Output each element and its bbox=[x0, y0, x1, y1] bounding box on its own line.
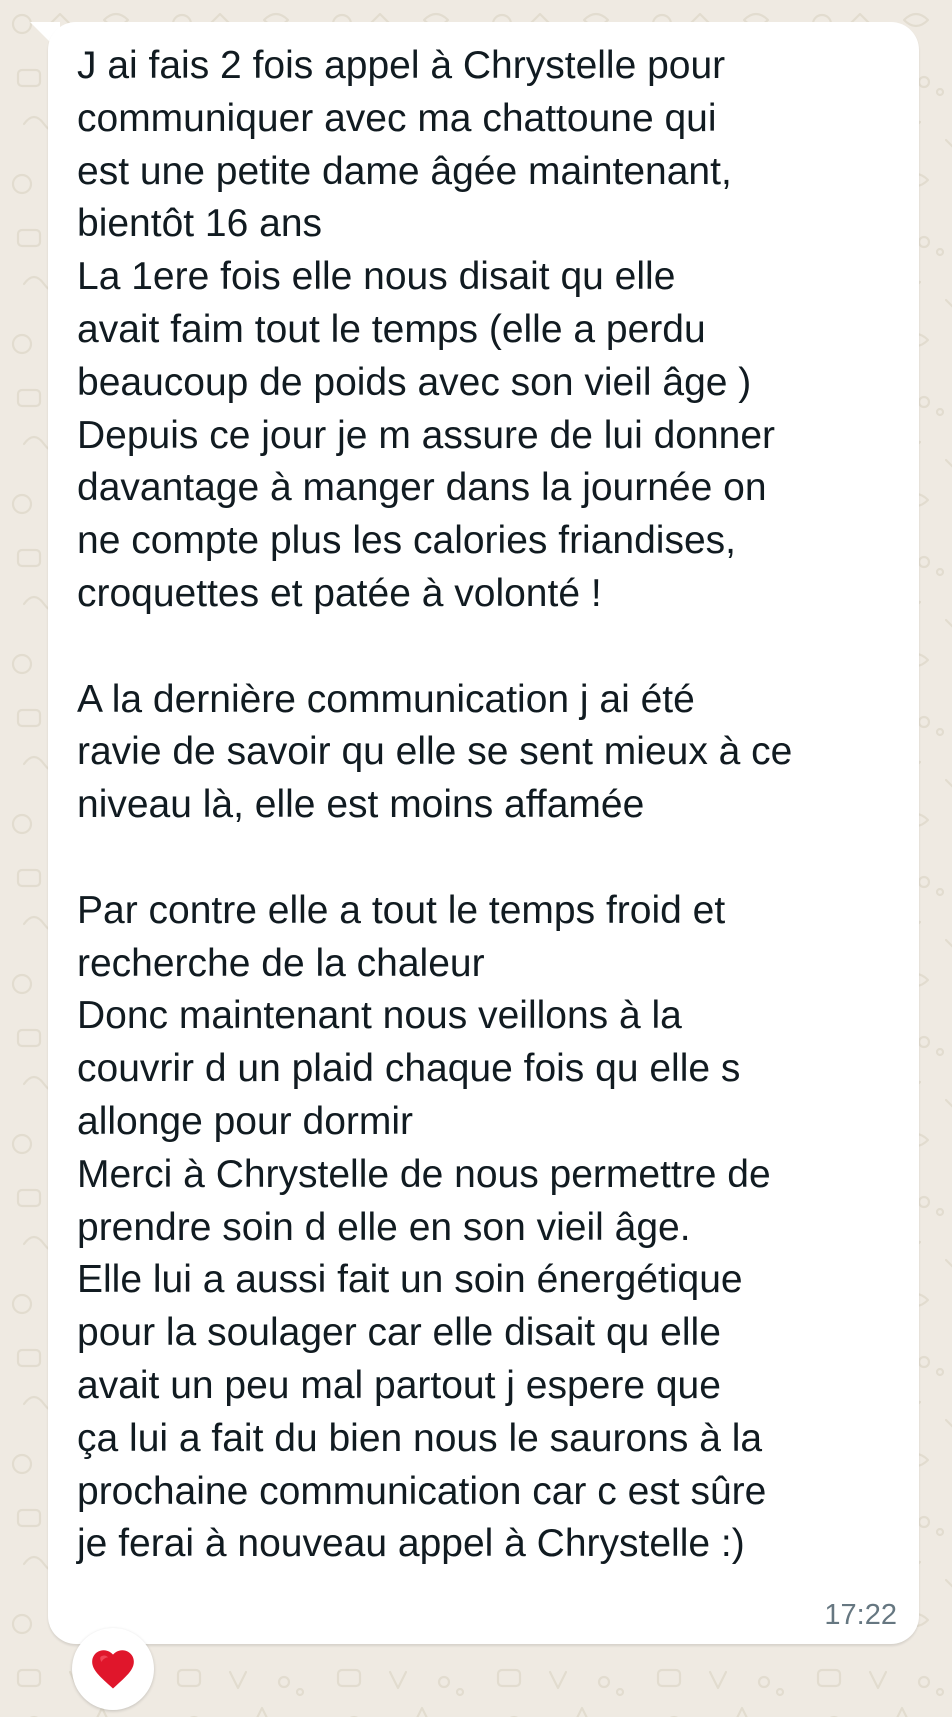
red-heart-icon bbox=[88, 1644, 138, 1694]
incoming-message-bubble[interactable] bbox=[48, 22, 919, 1644]
message-text: J ai fais 2 fois appel à Chrystelle pour communiquer avec ma chattoune qui est une petite dame âgée maintenant, bientôt 16 ans La 1ere fois elle nous disait qu elle avait faim tout le temps (elle a perdu beaucoup de poids avec son vieil âge ) Depuis ce jour je m assure de lui donner davantage à manger dans la journée on ne compte plus les calories friandises, croquettes et patée à volonté ! A la dernière communication j ai été ravie de savoir qu elle se sent mieux à ce niveau là, elle est moins affamée Par contre elle a tout le temps froid et recherche de la chaleur Donc maintenant nous veillons à la couvrir d un plaid chaque fois qu elle s allonge pour dormir Merci à Chrystelle de nous permettre de prendre soin d elle en son vieil âge. Elle lui a aussi fait un soin énergétique pour la soulager car elle disait qu elle avait un peu mal partout j espere que ça lui a fait du bien nous le saurons à la prochaine communication car c est sûre je ferai à nouveau appel à Chrystelle :) bbox=[77, 44, 793, 1566]
heart-shape bbox=[92, 1650, 134, 1688]
message-timestamp: 17:22 bbox=[824, 1599, 897, 1631]
reaction-badge[interactable] bbox=[72, 1628, 154, 1710]
